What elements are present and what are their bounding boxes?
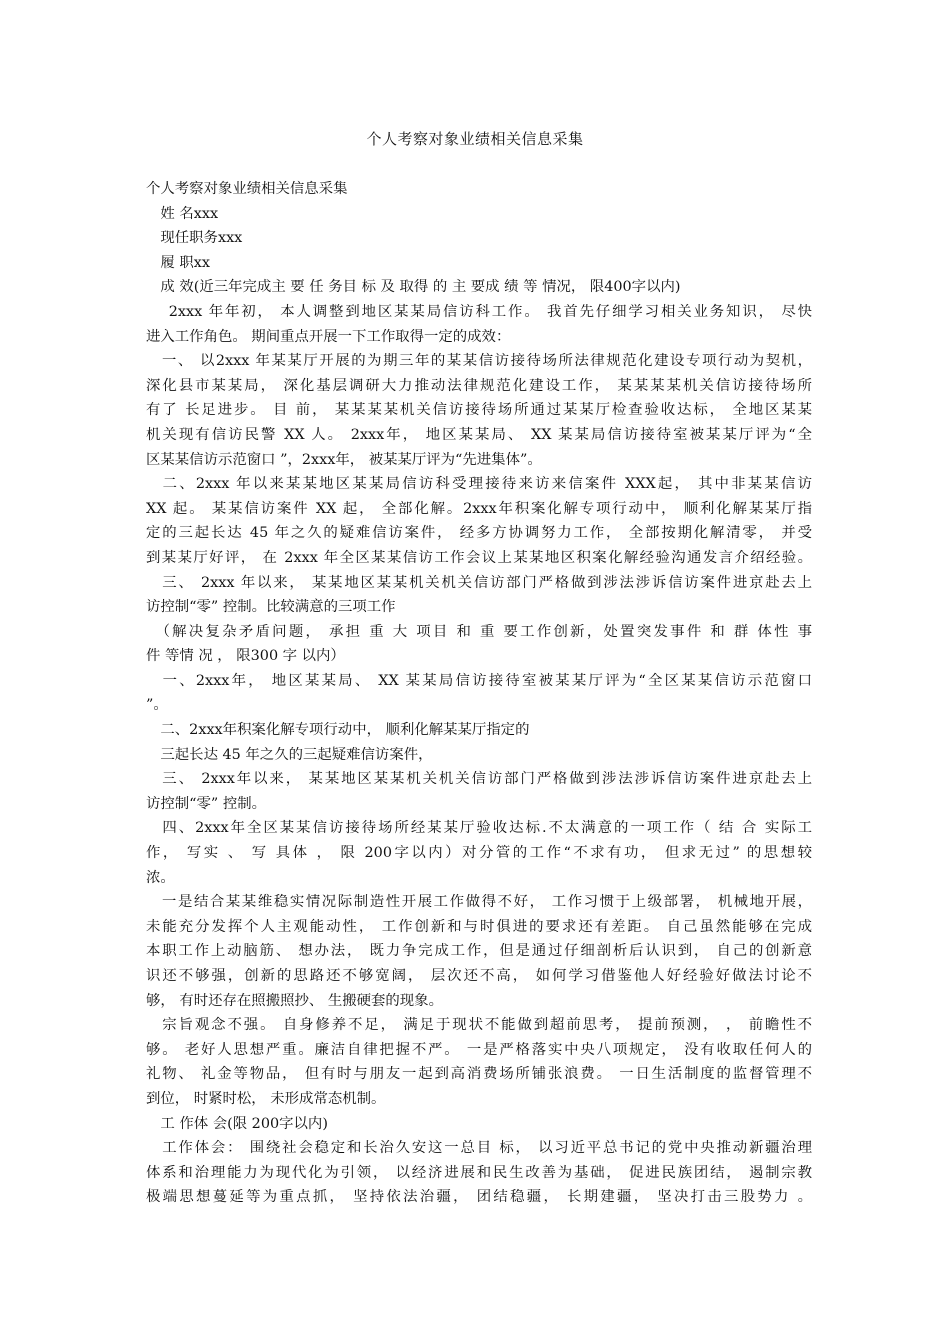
text-line: 一是结合某某维稳实情况际制造性开展工作做得不好， 工作习惯于上级部署， 机械地开展， [146, 894, 812, 911]
text-line: 一、 以2xxx 年某某厅开展的为期三年的某某信访接待场所法律规范化建设专项行动为契机， [146, 353, 812, 370]
text-line: 够， 有时还存在照搬照抄、 生搬硬套的现象。 [146, 992, 443, 1009]
text-line: 极端思想蔓延等为重点抓， 坚持依法治疆， 团结稳疆， 长期建疆， 坚决打击三股势力 。 [146, 1189, 812, 1206]
text-line: 三起长达 45 年之久的三起疑难信访案件， [146, 746, 433, 763]
text-line: 够。 老好人思想严重。廉洁自律把握不严。 一是严格落实中央八项规定， 没有收取任何人的 [146, 1041, 812, 1058]
text-line: 有了 长足进步。 目 前， 某某某某机关信访接待场所通过某某厅检查验收达标， 全地区某某 [146, 402, 812, 419]
text-line: 区某某信访示范窗口 ”，2xxx年， 被某某厅评为“先进集体”。 [146, 451, 542, 468]
text-line: 宗旨观念不强。 自身修养不足， 满足于现状不能做到超前思考， 提前预测， ， 前瞻性不 [146, 1017, 812, 1034]
text-line: 件 等情 况 ， 限300 字 以内） [146, 648, 345, 665]
text-line: 成 效(近三年完成主 要 任 务目 标 及 取得 的 主 要成 绩 等 情况， 限400字以内) [146, 279, 681, 296]
text-line: 个人考察对象业绩相关信息采集 [146, 181, 348, 197]
text-line: 二、2xxx 年以来某某地区某某局信访科受理接待来访来信案件 XXX起， 其中非某某信访 [146, 476, 812, 493]
text-line: 深化县市某某局， 深化基层调研大力推动法律规范化建设工作， 某某某某机关信访接待场所 [146, 377, 812, 394]
text-line: 三、 2xxx 年以来， 某某地区某某机关机关信访部门严格做到涉法涉诉信访案件进京赴去上 [146, 574, 812, 591]
text-line: 作， 写实 、 写 具体 ， 限 200字以内）对分管的工作“不求有功， 但求无过” 的思想较 [146, 845, 812, 862]
text-line: 二、2xxx年积案化解专项行动中， 顺利化解某某厅指定的 [146, 722, 530, 739]
text-line: 访控制“零” 控制。 [146, 795, 267, 812]
text-line: 姓 名xxx [146, 205, 219, 222]
text-line: 浓。 [146, 869, 175, 886]
text-line: 本职工作上动脑筋、 想办法， 既力争完成工作，但是通过仔细剖析后认识到， 自己的创新意 [146, 943, 812, 960]
text-line: 体系和治理能力为现代化为引领， 以经济进展和民生改善为基础， 促进民族团结， 遏制宗教 [146, 1164, 812, 1181]
text-line: 三、 2xxx年以来， 某某地区某某机关机关信访部门严格做到涉法涉诉信访案件进京赴去上 [146, 771, 812, 788]
text-line: 识还不够强，创新的思路还不够宽阔， 层次还不高， 如何学习借鉴他人好经验好做法讨论不 [146, 968, 812, 984]
text-line: 定的三起长达 45 年之久的疑难信访案件， 经多方协调努力工作， 全部按期化解清零， 并受 [146, 525, 812, 542]
text-line: 工 作体 会(限 200字以内) [146, 1115, 328, 1132]
text-line: 四、2xxx年全区某某信访接待场所经某某厅验收达标.不太满意的一项工作（ 结 合 实际工 [146, 820, 812, 837]
text-line: 未能充分发挥个人主观能动性， 工作创新和与时俱进的要求还有差距。 自己虽然能够在完成 [146, 918, 812, 935]
text-line: 礼物、 礼金等物品， 但有时与朋友一起到高消费场所铺张浪费。 一日生活制度的监督管理不 [146, 1066, 812, 1083]
text-line: （解决复杂矛盾问题， 承担 重 大 项目 和 重 要工作创新，处置突发事件 和 群 体性 事 [146, 623, 812, 640]
text-line: 到某某厅好评， 在 2xxx 年全区某某信访工作会议上某某地区积案化解经验沟通发言介绍经验。 [146, 549, 812, 566]
text-line: 访控制“零” 控制。比较满意的三项工作 [146, 599, 396, 616]
document-body [146, 177, 812, 1210]
document-title: 个人考察对象业绩相关信息采集 [366, 130, 584, 148]
text-line: 现任职务xxx [146, 230, 243, 247]
text-line: 2xxx 年年初， 本人调整到地区某某局信访科工作。 我首先仔细学习相关业务知识， 尽快 [146, 303, 812, 320]
text-line: 工作体会： 围绕社会稳定和长治久安这一总目 标， 以习近平总书记的党中央推动新疆治理 [146, 1140, 812, 1157]
text-line: 履 职xx [146, 254, 210, 271]
text-line: ”。 [146, 697, 168, 714]
text-line: 机关现有信访民警 XX 人。 2xxx年， 地区某某局、 XX 某某局信访接待室被某某厅评为“全 [146, 426, 812, 443]
text-line: 一、2xxx年， 地区某某局、 XX 某某局信访接待室被某某厅评为“全区某某信访示范窗口 [146, 672, 812, 689]
text-line: XX 起。 某某信访案件 XX 起， 全部化解。2xxx年积案化解专项行动中， 顺利化解某某厅指 [146, 500, 812, 517]
text-line: 进入工作角色。 期间重点开展一下工作取得一定的成效： [146, 328, 511, 345]
text-line: 到位， 时紧时松， 未形成常态机制。 [146, 1090, 386, 1107]
